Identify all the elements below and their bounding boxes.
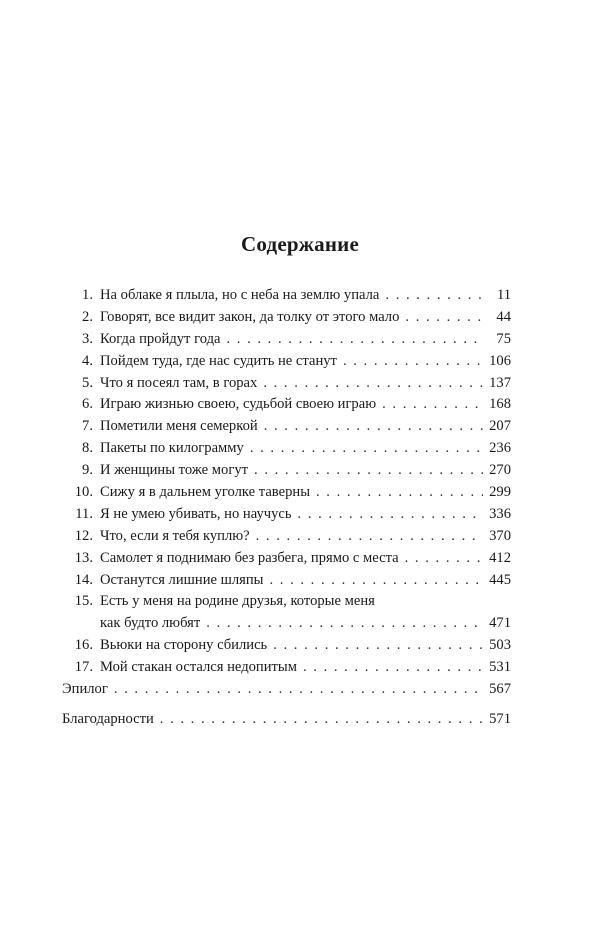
entry-number: 14. [74,571,93,588]
entry-title: Пакеты по килограмму [100,440,244,457]
entry-page: 106 [489,352,511,369]
entry-page: 503 [489,637,511,654]
entry-page: 299 [489,484,511,501]
dot-leader [254,460,483,482]
toc-entry-5[interactable] [62,373,511,395]
entry-title: Играю жизнью своею, судьбой своею играю [100,396,377,413]
dot-leader [264,416,483,438]
toc-entry-2[interactable] [62,307,511,329]
entry-title: Останутся лишние шляпы [100,571,264,588]
entry-number: 16. [74,637,93,654]
entry-page: 270 [489,462,511,479]
entry-title: Благодарности [62,710,154,727]
dot-leader [298,504,483,526]
toc-entry-15[interactable] [62,591,511,635]
entry-title: Говорят, все видит закон, да толку от этого мало [100,308,400,325]
toc-entry-11[interactable] [62,504,511,526]
toc-entry-epilogue[interactable] [62,679,511,701]
toc-entry-17[interactable] [62,657,511,679]
entry-page: 531 [489,659,511,676]
entry-title: Эпилог [62,681,108,698]
toc-entry-13[interactable] [62,548,511,570]
dot-leader [263,373,483,395]
dot-leader [382,394,483,416]
dot-leader [303,657,483,679]
dot-leader [250,438,483,460]
entry-title-line-2: как будто любят [100,615,201,632]
entry-page: 567 [489,681,511,698]
entry-page: 137 [489,374,511,391]
entry-title: И женщины тоже могут [100,462,249,479]
entry-page: 412 [489,549,511,566]
dot-leader [206,613,483,635]
entry-title: Вьюки на сторону сбились [100,637,268,654]
entry-number: 17. [74,659,93,676]
toc-entry-9[interactable] [62,460,511,482]
toc-entry-8[interactable] [62,438,511,460]
toc-entry-10[interactable] [62,482,511,504]
entry-title: Сижу я в дальнем уголке таверны [100,484,310,501]
dot-leader [269,570,483,592]
entry-number: 2. [82,308,93,325]
entry-page: 207 [489,418,511,435]
dot-leader [114,679,483,701]
entry-number: 6. [82,396,93,413]
entry-number: 1. [82,287,93,303]
entry-title: Я не умею убивать, но научусь [100,505,292,522]
dot-leader [160,709,483,731]
entry-number: 4. [82,352,93,369]
toc-entry-12[interactable] [62,526,511,548]
toc-entry-7[interactable] [62,416,511,438]
toc-entry-3[interactable] [62,329,511,351]
entry-page: 236 [489,440,511,457]
entry-number: 3. [82,330,93,347]
entry-page: 75 [496,330,511,347]
entry-page: 370 [489,527,511,544]
section-spacer [62,701,511,709]
dot-leader [256,526,483,548]
entry-title: Пойдем туда, где нас судить не станут [100,352,337,369]
dot-leader [405,307,483,329]
entry-page: 11 [496,287,511,303]
entry-page: 336 [489,505,511,522]
toc-entry-acknowledgements[interactable] [62,709,511,731]
entry-number: 13. [74,549,93,566]
entry-title: Что я посеял там, в горах [100,374,258,391]
entry-page: 471 [489,615,511,632]
toc-entry-14[interactable] [62,570,511,592]
entry-page: 44 [496,308,511,325]
entry-number: 12. [74,527,93,544]
dot-leader [273,635,483,657]
entry-title: Мой стакан остался недопитым [100,659,297,676]
page-title: Содержание [241,232,359,256]
entry-title: Пометили меня семеркой [100,418,258,435]
entry-page: 445 [489,571,511,588]
entry-title: Когда пройдут года [100,330,221,347]
entry-number: 9. [82,462,93,479]
entry-number: 15. [74,593,93,610]
entry-title: На облаке я плыла, но с неба на землю упала [100,287,380,303]
dot-leader [226,329,483,351]
toc-entry-1[interactable] [62,285,511,307]
entry-title: Что, если я тебя куплю? [100,527,250,544]
table-of-contents [62,285,511,731]
entry-number: 8. [82,440,93,457]
toc-entry-16[interactable] [62,635,511,657]
dot-leader [405,548,483,570]
dot-leader [343,351,483,373]
dot-leader [385,285,483,307]
entry-page: 571 [489,710,511,727]
entry-number: 11. [75,505,93,522]
entry-number: 5. [82,374,93,391]
entry-title: Самолет я поднимаю без разбега, прямо с места [100,549,399,566]
entry-number: 10. [74,484,93,501]
entry-page: 168 [489,396,511,413]
toc-entry-4[interactable] [62,351,511,373]
dot-leader [316,482,483,504]
entry-number: 7. [82,418,93,435]
toc-entry-6[interactable] [62,394,511,416]
entry-title-line-1: Есть у меня на родине друзья, которые меня [100,593,375,610]
